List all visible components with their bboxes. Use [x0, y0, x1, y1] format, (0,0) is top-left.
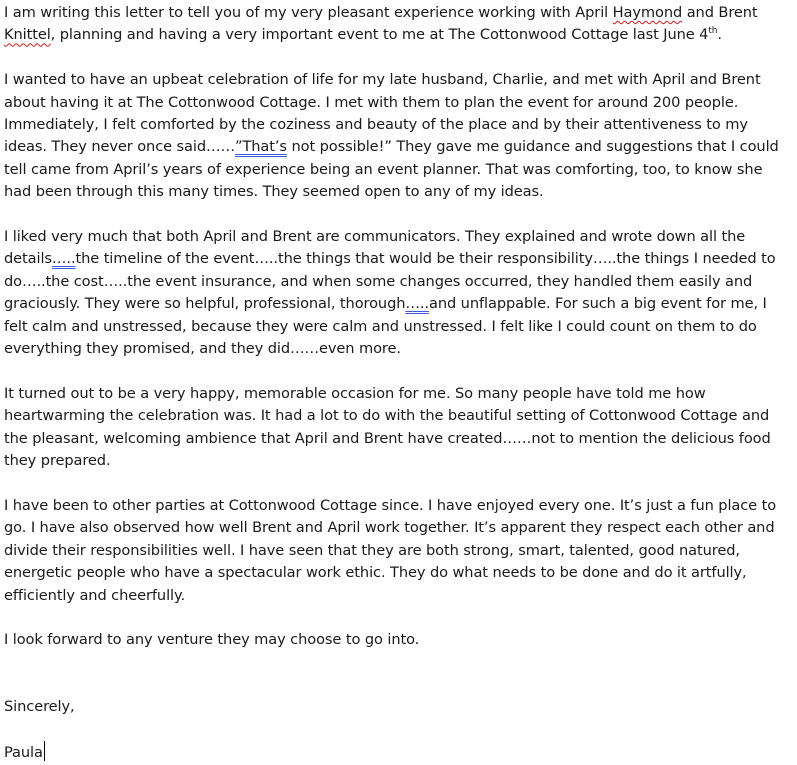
text-run: I wanted to have an upbeat celebration of life for my late husband, Charlie, and met with April and Brent about having it at The Cottonwood Cottage. I met with them to plan the event for around 200 people. Immediately, I felt comforted by the coziness and beauty of the place and by their attentiveness to my ideas. They never once said……	[4, 71, 761, 156]
signature-line[interactable]	[4, 741, 794, 764]
superscript-th: th	[708, 26, 718, 37]
blank-line	[4, 674, 794, 696]
paragraph-communicators[interactable]	[4, 226, 794, 360]
paragraph-parties[interactable]: I have been to other parties at Cottonwood Cottage since. I have enjoyed every one. It’s just a fun place to go. I have also observed how well Brent and April work together. It’s apparent they respect each other and divide their responsibilities well. I have seen that they are both strong, smart, talented, good natured, energetic people who have a spectacular work ethic. They do what needs to be done and do it artfully, efficiently and cheerfully.	[4, 496, 777, 604]
paragraph-celebration[interactable]	[4, 69, 794, 203]
paragraph-intro[interactable]	[4, 2, 794, 47]
spelling-error-knittel[interactable]: Knittel	[4, 26, 51, 44]
text-run: , planning and having a very important event to me at The Cottonwood Cottage last June 4	[50, 26, 709, 44]
grammar-flag-ellipsis-2[interactable]: …..	[405, 295, 429, 313]
text-run: not possible!” They gave me guidance and suggestions that I could tell came from April’s years of experience being an event planner. That was comforting, too, to know she had been through this many times. They seemed open to any of my ideas.	[4, 138, 779, 201]
text-run: and unflappable. For such a big event for me, I felt calm and unstressed, because they were calm and unstressed. I felt like I could count on them to do everything they promised, and they did……even more.	[4, 295, 767, 358]
text-run: I liked very much that both April and Brent are communicators. They explained and wrote down all the details	[4, 228, 746, 268]
spelling-error-haymond[interactable]: Haymond	[612, 4, 683, 21]
grammar-flag-ellipsis-1[interactable]: …..	[51, 250, 76, 268]
paragraph-forward[interactable]: I look forward to any venture they may choose to go into.	[4, 631, 420, 649]
paragraph-occasion[interactable]: It turned out to be a very happy, memorable occasion for me. So many people have told me how heartwarming the celebration was. It had a lot to do with the beautiful setting of Cottonwood Cottage and the pleasant, welcoming ambience that April and Brent have created……not to mention the delicious food they prepared.	[4, 384, 771, 470]
text-run: the timeline of the event…..the things that would be their responsibility…..the things I needed to do…..the cost…..the event insurance, and when some changes occurred, they handled them easily and graciously. They were so helpful, professional, thorough	[4, 250, 776, 313]
text-run: .	[717, 26, 722, 44]
closing-line[interactable]: Sincerely,	[4, 698, 75, 716]
document-body[interactable]	[4, 2, 794, 765]
grammar-flag-thats[interactable]: ”That’s	[235, 138, 287, 156]
text-run: I am writing this letter to tell you of my very pleasant experience working with April	[4, 4, 613, 21]
text-cursor	[44, 741, 45, 761]
signature-text: Paula	[4, 744, 43, 762]
text-run: and Brent	[682, 4, 758, 21]
